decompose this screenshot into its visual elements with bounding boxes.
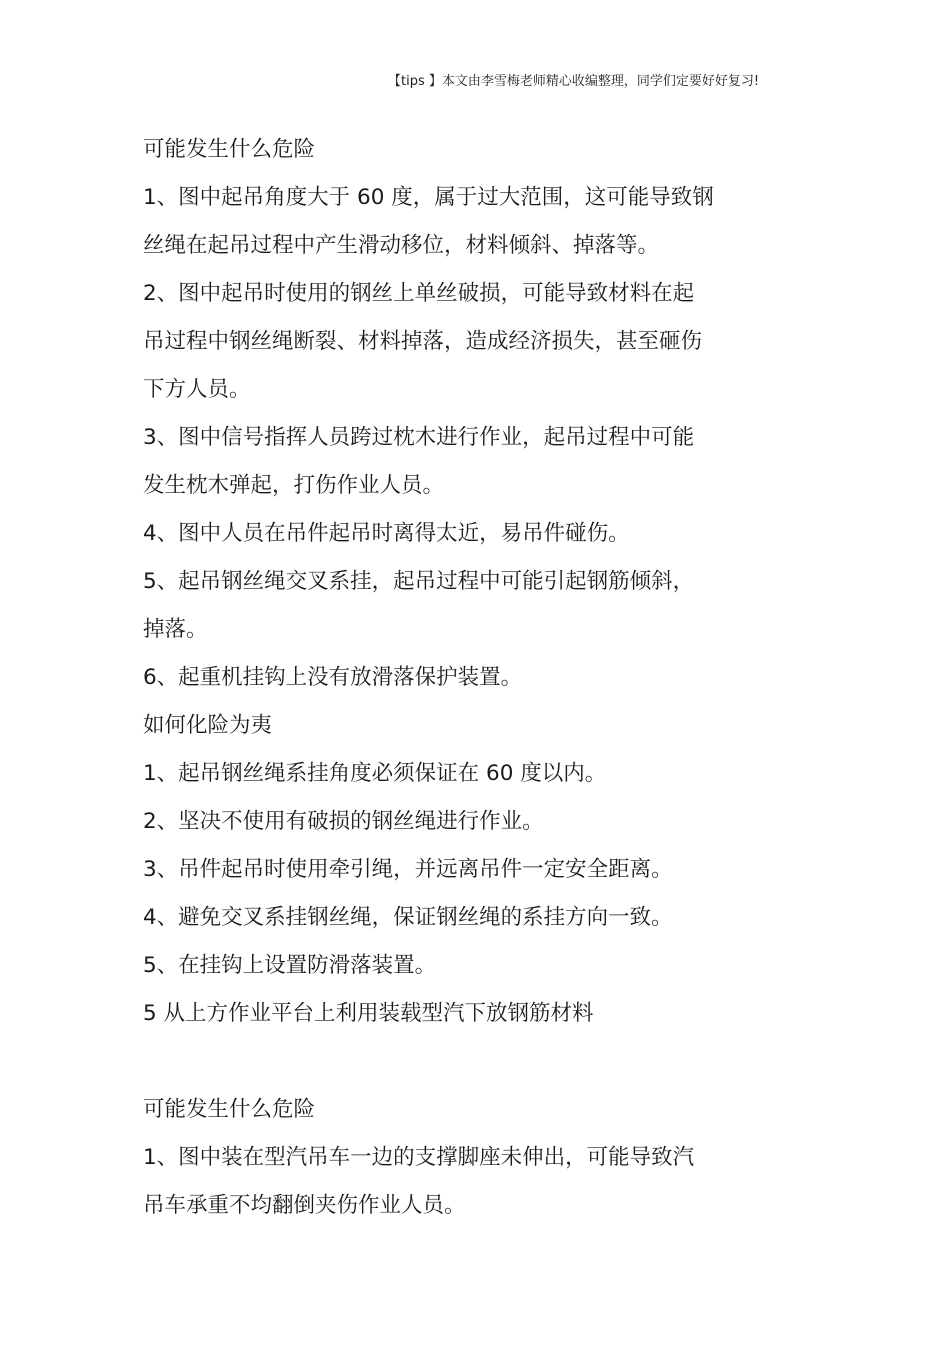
text-line: 1、图中起吊角度大于 60 度，属于过大范围，这可能导致钢 [143,185,714,210]
text-line: 吊过程中钢丝绳断裂、材料掉落，造成经济损失，甚至砸伤 [143,329,703,354]
section-heading-hazards: 可能发生什么危险 [143,1097,316,1122]
text-line: 下方人员。 [143,377,251,402]
text-line: 4、避免交叉系挂钢丝绳，保证钢丝绳的系挂方向一致。 [143,905,673,930]
header-note: 【tips 】本文由李雪梅老师精心收编整理，同学们定要好好复习! [388,74,760,89]
text-line: 5、在挂钩上设置防滑落装置。 [143,953,437,978]
section-heading-solutions: 如何化险为夷 [143,713,273,738]
text-line: 1、起吊钢丝绳系挂角度必须保证在 60 度以内。 [143,761,607,786]
text-line: 3、图中信号指挥人员跨过枕木进行作业，起吊过程中可能 [143,425,695,450]
section-heading-hazards: 可能发生什么危险 [143,137,316,162]
text-line: 丝绳在起吊过程中产生滑动移位，材料倾斜、掉落等。 [143,233,660,258]
text-line: 2、图中起吊时使用的钢丝上单丝破损，可能导致材料在起 [143,281,695,306]
text-line: 3、吊件起吊时使用牵引绳，并远离吊件一定安全距离。 [143,857,673,882]
text-line: 2、坚决不使用有破损的钢丝绳进行作业。 [143,809,544,834]
blank-line [143,1038,803,1086]
text-line: 6、起重机挂钩上没有放滑落保护装置。 [143,665,523,690]
text-line: 1、图中装在型汽吊车一边的支撑脚座未伸出，可能导致汽 [143,1145,695,1170]
document-body [143,126,803,1230]
text-line: 吊车承重不均翻倒夹伤作业人员。 [143,1193,466,1218]
text-line: 发生枕木弹起，打伤作业人员。 [143,473,445,498]
text-line: 5、起吊钢丝绳交叉系挂，起吊过程中可能引起钢筋倾斜， [143,569,695,594]
text-line: 4、图中人员在吊件起吊时离得太近，易吊件碰伤。 [143,521,630,546]
case-title: 5 从上方作业平台上利用装载型汽下放钢筋材料 [143,1001,594,1026]
text-line: 掉落。 [143,617,208,642]
